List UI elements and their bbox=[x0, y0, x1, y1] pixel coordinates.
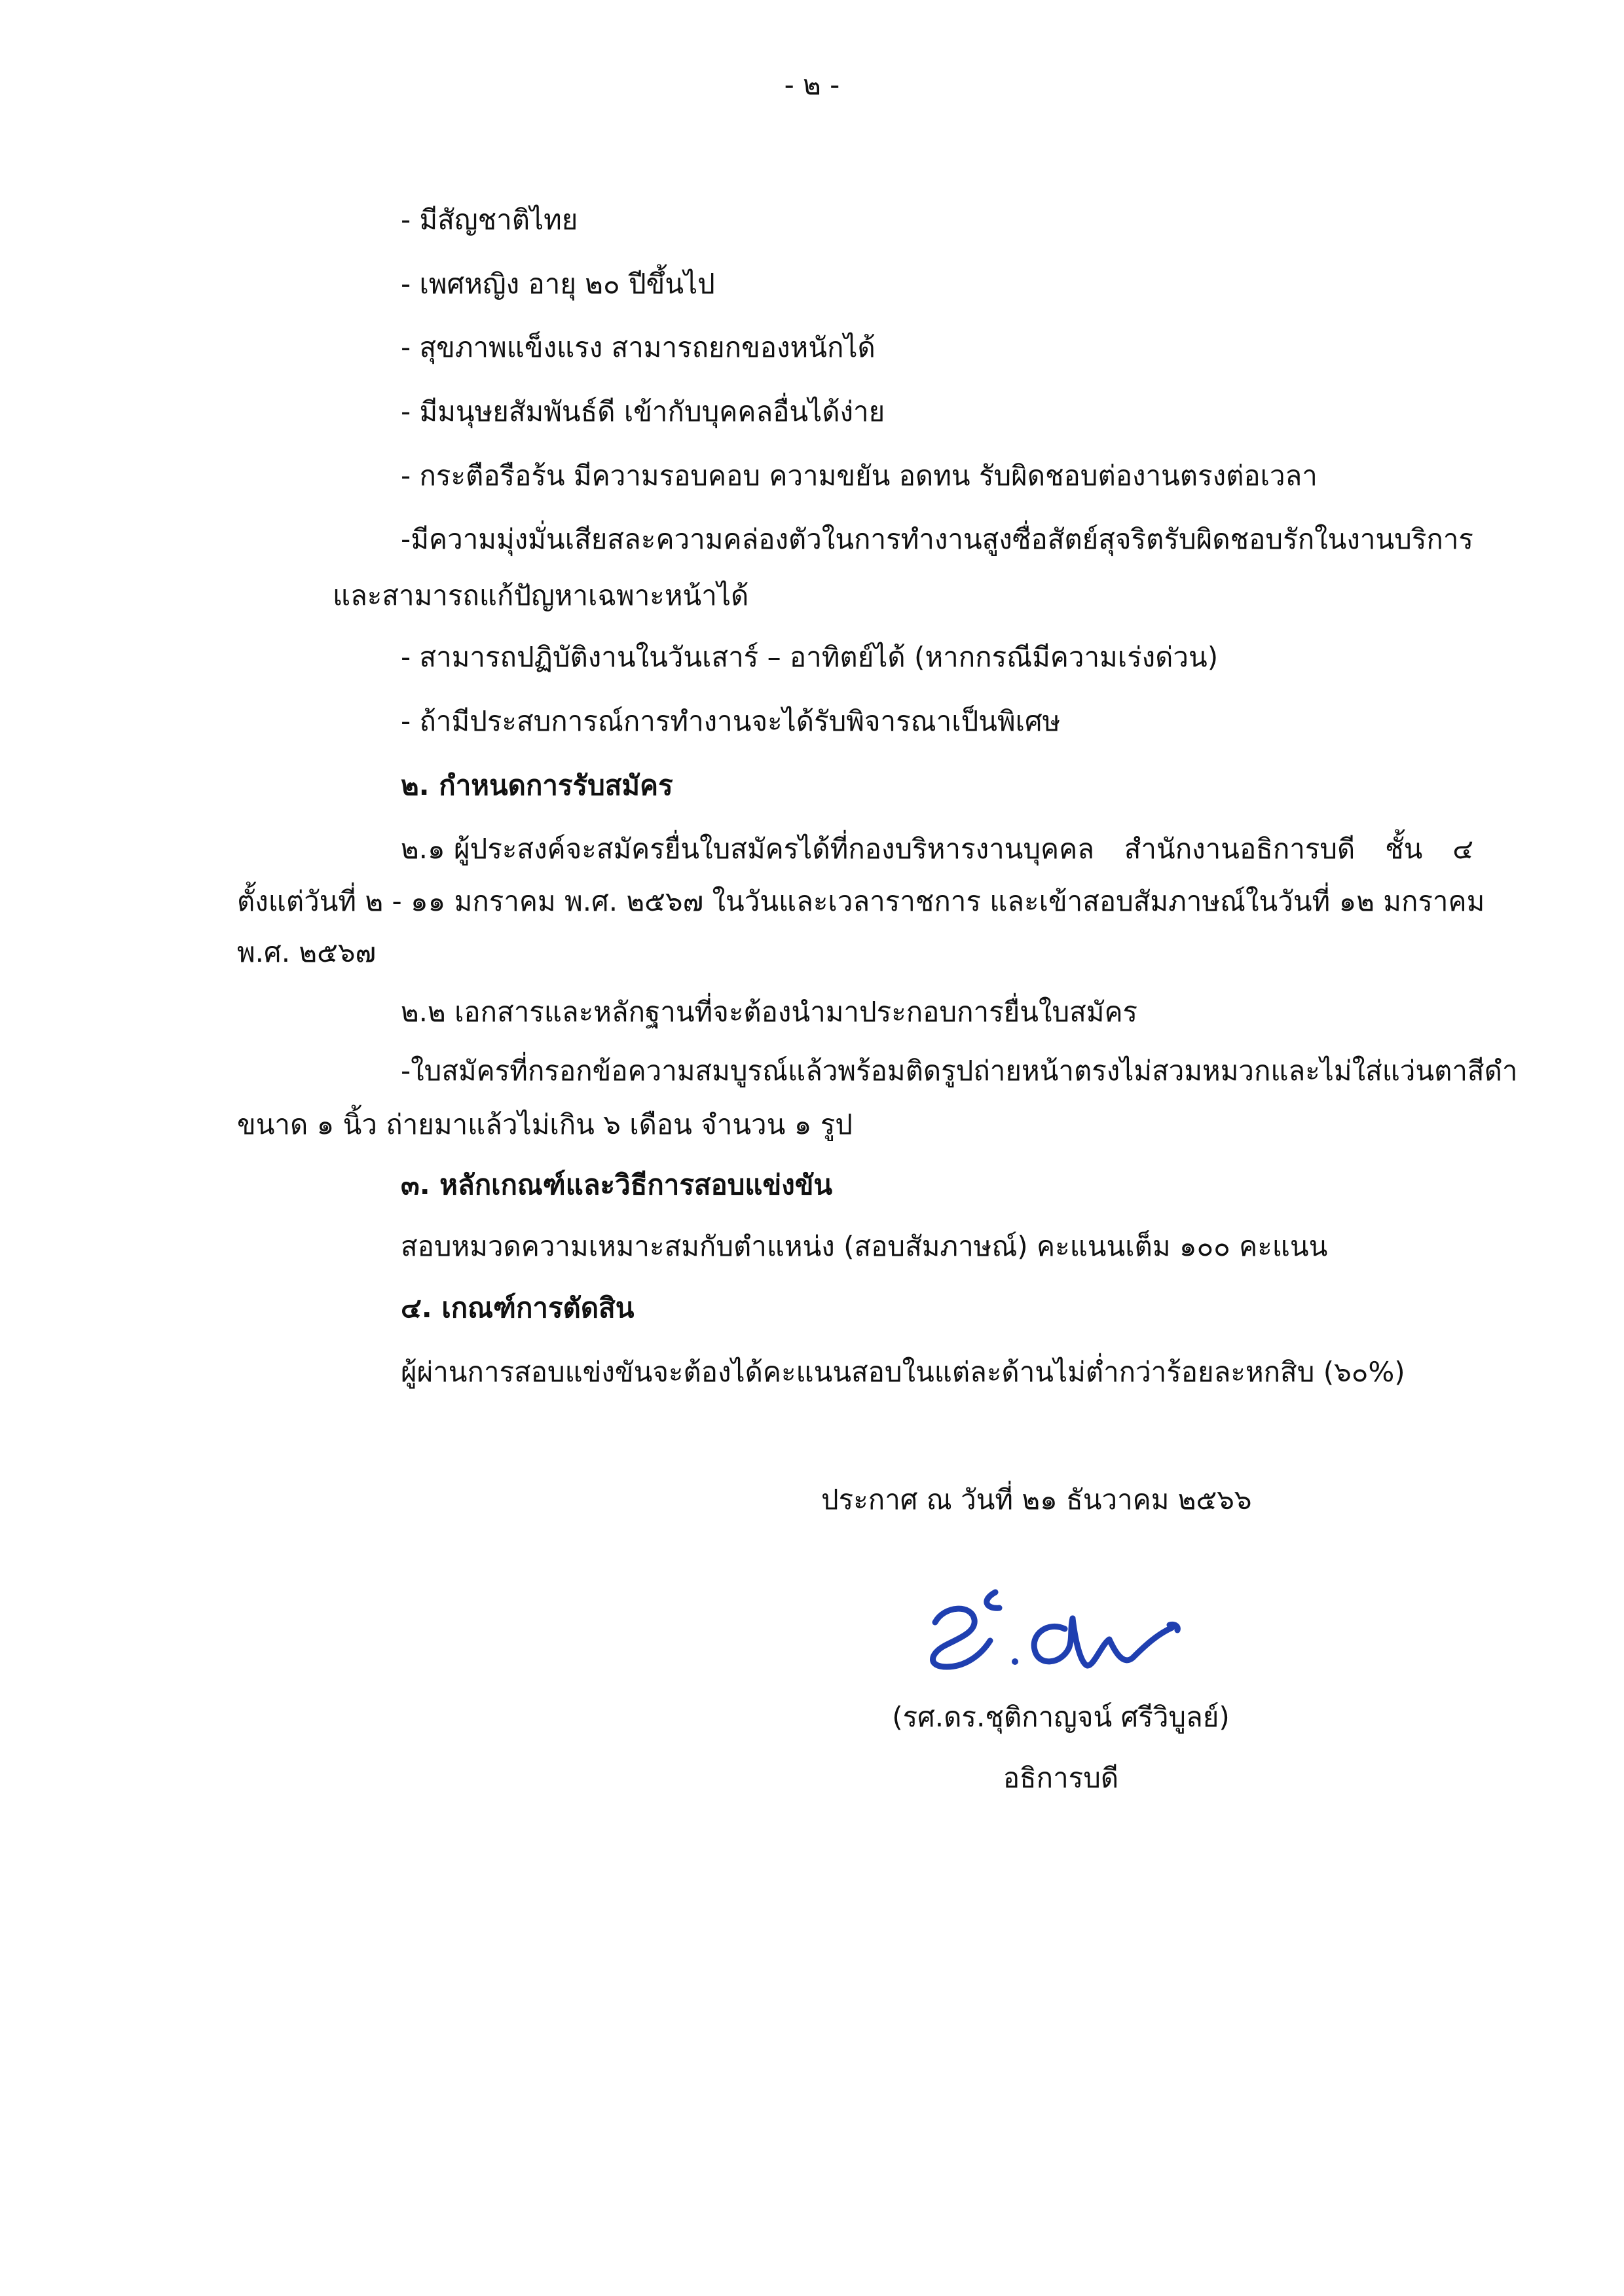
word: ๔ bbox=[1452, 833, 1473, 865]
signer-name: (รศ.ดร.ชุติกาญจน์ ศรีวิบูลย์) bbox=[892, 1701, 1230, 1733]
section-4-text: ผู้ผ่านการสอบแข่งขันจะต้องได้คะแนนสอบในแต่ละด้านไม่ต่ำกว่าร้อยละหกสิบ (๖๐%) bbox=[401, 1356, 1405, 1388]
word: มีความมุ่งมั่น bbox=[411, 523, 565, 555]
section-2-2-line-2: ขนาด ๑ นิ้ว ถ่ายมาแล้วไม่เกิน ๖ เดือน จำนวน ๑ รูป bbox=[237, 1108, 853, 1140]
word: ไม่สวมหมวกและไม่ใส่แว่นตาสีดำ bbox=[1120, 1055, 1518, 1087]
word: ชั้น bbox=[1385, 833, 1423, 865]
word: - bbox=[401, 523, 411, 555]
qualification-item: - กระตือรือร้น มีความรอบคอบ ความขยัน อดทน รับผิดชอบต่องานตรงต่อเวลา bbox=[401, 460, 1318, 492]
qualification-item: - มีสัญชาติไทย bbox=[401, 204, 578, 236]
word: รับผิดชอบ bbox=[1164, 523, 1283, 555]
section-2-2-line-1 bbox=[401, 1051, 1518, 1091]
qualification-item: - มีมนุษยสัมพันธ์ดี เข้ากับบุคคลอื่นได้ง่าย bbox=[401, 395, 885, 428]
qualification-item-6-line-2: และสามารถแก้ปัญหาเฉพาะหน้าได้ bbox=[333, 579, 749, 611]
section-3-text: สอบหมวดความเหมาะสมกับตำแหน่ง (สอบสัมภาษณ์) คะแนนเต็ม ๑๐๐ คะแนน bbox=[401, 1230, 1328, 1262]
word: ใบสมัครที่กรอกข้อความสมบูรณ์แล้ว bbox=[411, 1055, 838, 1087]
word: ซื่อสัตย์สุจริต bbox=[1012, 523, 1164, 555]
qualification-item-6-line-1 bbox=[401, 520, 1473, 559]
qualification-item: - สามารถปฏิบัติงานในวันเสาร์ – อาทิตย์ได้ (หากกรณีมีความเร่งด่วน) bbox=[401, 641, 1219, 673]
signature-image bbox=[904, 1571, 1205, 1683]
qualification-item: - เพศหญิง อายุ ๒๐ ปีขึ้นไป bbox=[401, 268, 715, 300]
word: ๒.๑ ผู้ประสงค์จะสมัครยื่นใบสมัครได้ที่กองบริหารงานบุคคล bbox=[401, 833, 1094, 865]
section-4-heading: ๔. เกณฑ์การตัดสิน bbox=[401, 1292, 635, 1324]
word: พร้อมติดรูปถ่ายหน้าตรง bbox=[838, 1055, 1120, 1087]
section-2-2-heading: ๒.๒ เอกสารและหลักฐานที่จะต้องนำมาประกอบการยื่นใบสมัคร bbox=[401, 996, 1138, 1028]
word: - bbox=[401, 1055, 411, 1087]
qualification-item: - ถ้ามีประสบการณ์การทำงานจะได้รับพิจารณาเป็นพิเศษ bbox=[401, 705, 1061, 737]
section-2-1-line-2: ตั้งแต่วันที่ ๒ - ๑๑ มกราคม พ.ศ. ๒๕๖๗ ในวันและเวลาราชการ และเข้าสอบสัมภาษณ์ในวันที่ ๑๒ มกราคม bbox=[237, 885, 1485, 917]
word: รักในงานบริการ bbox=[1283, 523, 1473, 555]
section-2-1-line-1 bbox=[401, 829, 1473, 869]
word: เสียสละ bbox=[564, 523, 656, 555]
page-number: - ๒ - bbox=[784, 69, 840, 101]
announcement-date: ประกาศ ณ วันที่ ๒๑ ธันวาคม ๒๕๖๖ bbox=[821, 1484, 1252, 1516]
signer-title: อธิการบดี bbox=[1003, 1762, 1119, 1794]
section-2-heading: ๒. กำหนดการรับสมัคร bbox=[401, 769, 673, 801]
section-2-1-line-3: พ.ศ. ๒๕๖๗ bbox=[237, 936, 377, 968]
qualification-item: - สุขภาพแข็งแรง สามารถยกของหนักได้ bbox=[401, 331, 876, 363]
word: ความคล่องตัวในการทำงานสูง bbox=[655, 523, 1012, 555]
section-3-heading: ๓. หลักเกณฑ์และวิธีการสอบแข่งขัน bbox=[401, 1169, 833, 1201]
word: สำนักงานอธิการบดี bbox=[1124, 833, 1356, 865]
